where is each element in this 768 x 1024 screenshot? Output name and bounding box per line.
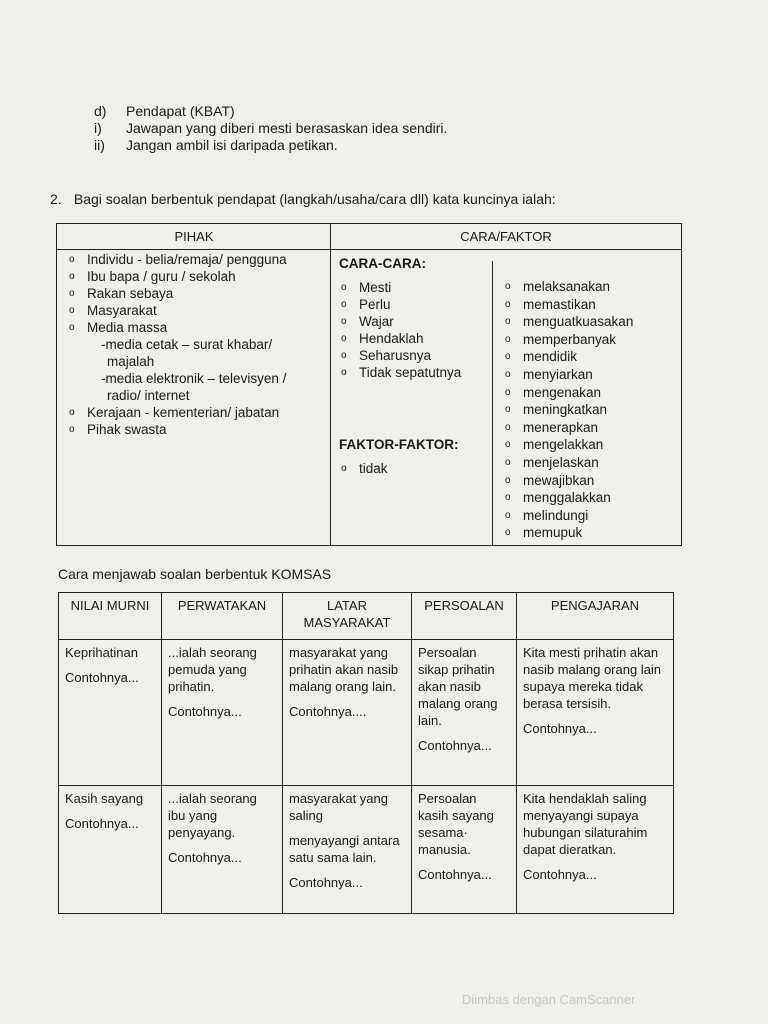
verb-column — [503, 278, 673, 542]
list-item — [339, 347, 489, 364]
list-item — [503, 507, 673, 525]
kbat-text: Jangan ambil isi daripada petikan. — [126, 137, 338, 153]
list-item-text: Wajar — [359, 314, 394, 329]
list-item-text: menggalakkan — [523, 490, 611, 506]
list-item-text: mewajibkan — [523, 472, 595, 488]
header-pihak: PIHAK — [57, 224, 331, 250]
list-item-text: melaksanakan — [523, 279, 611, 294]
bullet-icon: o — [505, 351, 511, 363]
list-item-text: Seharusnya — [359, 348, 432, 363]
example-text: Contohnya... — [65, 816, 139, 831]
table-row — [59, 640, 674, 786]
list-item — [503, 436, 673, 454]
list-item-text: Media massa — [87, 320, 168, 335]
list-item-text: memperbanyak — [523, 331, 617, 347]
list-item-text: Masyarakat — [87, 303, 157, 318]
list-item — [67, 319, 329, 336]
perwatakan-text: ...ialah seorang pemuda yang prihatin. — [168, 645, 257, 694]
list-item — [503, 419, 673, 437]
list-item — [339, 279, 489, 296]
bullet-icon: o — [341, 333, 347, 344]
faktor-label: FAKTOR-FAKTOR: — [339, 437, 459, 452]
verb-list — [503, 278, 673, 542]
list-item — [503, 296, 673, 314]
bullet-icon: o — [505, 527, 511, 539]
list-item-text: Hendaklah — [359, 331, 424, 346]
faktor-list — [339, 460, 489, 477]
list-item-text: Perlu — [359, 297, 391, 312]
list-item-text: Kerajaan - kementerian/ jabatan — [87, 405, 280, 420]
kbat-notes — [94, 103, 447, 154]
kbat-row — [94, 103, 447, 120]
list-item-text: menerapkan — [523, 419, 599, 435]
list-item-text: -media cetak – surat khabar/ — [101, 337, 273, 352]
list-item — [67, 302, 329, 319]
list-item — [339, 330, 489, 347]
list-item — [503, 331, 673, 349]
list-item-text: -media elektronik – televisyen / — [101, 371, 287, 386]
bullet-icon: o — [341, 282, 347, 293]
list-item — [503, 384, 673, 402]
header-latar: LATAR MASYARAKAT — [283, 593, 412, 640]
header-pengajaran: PENGAJARAN — [517, 593, 674, 640]
nilai-cell — [59, 640, 162, 786]
persoalan-cell — [412, 786, 517, 914]
bullet-icon: o — [505, 509, 511, 521]
list-item — [503, 278, 673, 296]
kbat-row — [94, 120, 447, 137]
header-nilai: NILAI MURNI — [59, 593, 162, 640]
perwatakan-text: ...ialah seorang ibu yang penyayang. — [168, 791, 257, 840]
example-text: Contohnya... — [65, 670, 139, 685]
list-item — [67, 421, 329, 438]
bullet-icon: o — [341, 350, 347, 361]
bullet-icon: o — [505, 333, 511, 345]
bullet-icon: o — [341, 299, 347, 310]
bullet-icon: o — [69, 288, 75, 299]
list-item — [339, 296, 489, 313]
column-divider — [330, 224, 331, 545]
list-item — [67, 268, 329, 285]
example-text: Contohnya... — [523, 721, 597, 736]
list-item-text: menguatkuasakan — [523, 314, 634, 330]
list-item — [67, 387, 329, 404]
list-item — [503, 489, 673, 507]
list-item-text: Rakan sebaya — [87, 286, 174, 301]
bullet-icon: o — [69, 407, 75, 418]
question-2 — [50, 191, 556, 207]
question-text: Bagi soalan berbentuk pendapat (langkah/usaha/cara dll) kata kuncinya ialah: — [73, 191, 556, 207]
pengajaran-text: Kita hendaklah saling menyayangi supaya hubungan silaturahim dapat dieratkan. — [523, 791, 648, 857]
pengajaran-cell — [517, 786, 674, 914]
list-item — [339, 364, 489, 381]
table-header-row — [59, 593, 674, 640]
example-text: Contohnya... — [523, 867, 597, 882]
example-text: Contohnya... — [289, 875, 363, 890]
list-item — [67, 251, 329, 268]
list-item — [503, 401, 673, 419]
list-item — [67, 285, 329, 302]
bullet-icon: o — [505, 439, 511, 451]
list-item-text: mengelakkan — [523, 437, 604, 453]
perwatakan-cell — [162, 640, 283, 786]
bullet-icon: o — [505, 316, 511, 328]
example-text: Contohnya... — [418, 867, 492, 882]
list-item — [67, 336, 329, 353]
list-item — [67, 353, 329, 370]
bullet-icon: o — [341, 316, 347, 327]
list-item-text: Mesti — [359, 280, 392, 295]
example-text: Contohnya... — [168, 850, 242, 865]
perwatakan-cell — [162, 786, 283, 914]
cara-list — [339, 279, 489, 381]
nilai-text: Keprihatinan — [65, 645, 138, 660]
keyword-table — [56, 223, 682, 546]
bullet-icon: o — [505, 298, 511, 310]
pihak-column — [67, 251, 329, 438]
list-item — [503, 454, 673, 472]
bullet-icon: o — [505, 474, 511, 486]
latar-text-2: menyayangi antara satu sama lain. — [289, 833, 400, 865]
list-item — [503, 524, 673, 542]
latar-text: masyarakat yang saling — [289, 791, 388, 823]
list-item-text: meningkatkan — [523, 402, 608, 418]
list-item-text: radio/ internet — [107, 388, 190, 403]
latar-cell — [283, 786, 412, 914]
bullet-icon: o — [69, 322, 75, 333]
bullet-icon: o — [505, 281, 511, 292]
latar-cell — [283, 640, 412, 786]
list-item — [67, 404, 329, 421]
example-text: Contohnya.... — [289, 704, 367, 719]
komsas-table — [58, 592, 674, 914]
list-item — [339, 460, 489, 477]
nilai-text: Kasih sayang — [65, 791, 144, 806]
persoalan-text: Persoalan sikap prihatin akan nasib malang orang lain. — [418, 645, 498, 728]
header-persoalan: PERSOALAN — [412, 593, 517, 640]
list-item-text: tidak — [359, 461, 388, 476]
bullet-icon: o — [341, 367, 347, 378]
bullet-icon: o — [505, 421, 511, 433]
list-item — [503, 472, 673, 490]
list-item-text: Individu - belia/remaja/ pengguna — [87, 252, 287, 267]
header-perwatakan: PERWATAKAN — [162, 593, 283, 640]
header-cara-faktor: CARA/FAKTOR — [331, 224, 681, 250]
bullet-icon: o — [69, 305, 75, 316]
pengajaran-text: Kita mesti prihatin akan nasib malang orang lain supaya mereka tidak berasa tersisih. — [523, 645, 662, 711]
example-text: Contohnya... — [418, 738, 492, 753]
komsas-title: Cara menjawab soalan berbentuk KOMSAS — [58, 566, 332, 582]
list-item-text: mendidik — [523, 349, 578, 365]
question-number: 2. — [50, 191, 62, 207]
list-item-text: melindungi — [523, 507, 589, 523]
list-item-text: menjelaskan — [523, 454, 599, 470]
list-item-text: Tidak sepatutnya — [359, 365, 462, 380]
list-item — [503, 313, 673, 331]
list-item-text: majalah — [107, 354, 155, 369]
bullet-icon: o — [69, 271, 75, 282]
bullet-icon: o — [69, 254, 75, 265]
list-item-text: memupuk — [523, 525, 583, 541]
list-item-text: Pihak swasta — [87, 422, 167, 437]
list-item — [67, 370, 329, 387]
kbat-marker: ii) — [94, 137, 105, 153]
bullet-icon: o — [505, 404, 511, 416]
scanner-watermark: Diimbas dengan CamScanner — [462, 992, 636, 1007]
kbat-text: Jawapan yang diberi mesti berasaskan idea sendiri. — [126, 120, 448, 136]
list-item-text: mengenakan — [523, 384, 602, 400]
bullet-icon: o — [341, 463, 347, 474]
table-row — [59, 786, 674, 914]
bullet-icon: o — [505, 368, 511, 380]
pengajaran-cell — [517, 640, 674, 786]
list-item — [503, 366, 673, 384]
bullet-icon: o — [505, 386, 511, 398]
bullet-icon: o — [69, 424, 75, 435]
latar-text: masyarakat yang prihatin akan nasib malang orang lain. — [289, 645, 399, 694]
persoalan-cell — [412, 640, 517, 786]
bullet-icon: o — [505, 492, 511, 504]
pihak-list — [67, 251, 329, 438]
list-item-text: menyiarkan — [523, 366, 593, 382]
cara-column — [339, 256, 489, 477]
list-item — [339, 313, 489, 330]
kbat-marker: d) — [94, 103, 107, 119]
list-item-text: Ibu bapa / guru / sekolah — [87, 269, 236, 284]
example-text: Contohnya... — [168, 704, 242, 719]
cara-label: CARA-CARA: — [339, 256, 426, 271]
kbat-text: Pendapat (KBAT) — [126, 103, 235, 119]
list-item-text: memastikan — [523, 296, 596, 312]
nilai-cell — [59, 786, 162, 914]
column-divider — [492, 261, 493, 545]
bullet-icon: o — [505, 456, 511, 468]
kbat-row — [94, 137, 447, 154]
kbat-marker: i) — [94, 120, 102, 136]
list-item — [503, 348, 673, 366]
persoalan-text: Persoalan kasih sayang sesama· manusia. — [418, 791, 494, 857]
